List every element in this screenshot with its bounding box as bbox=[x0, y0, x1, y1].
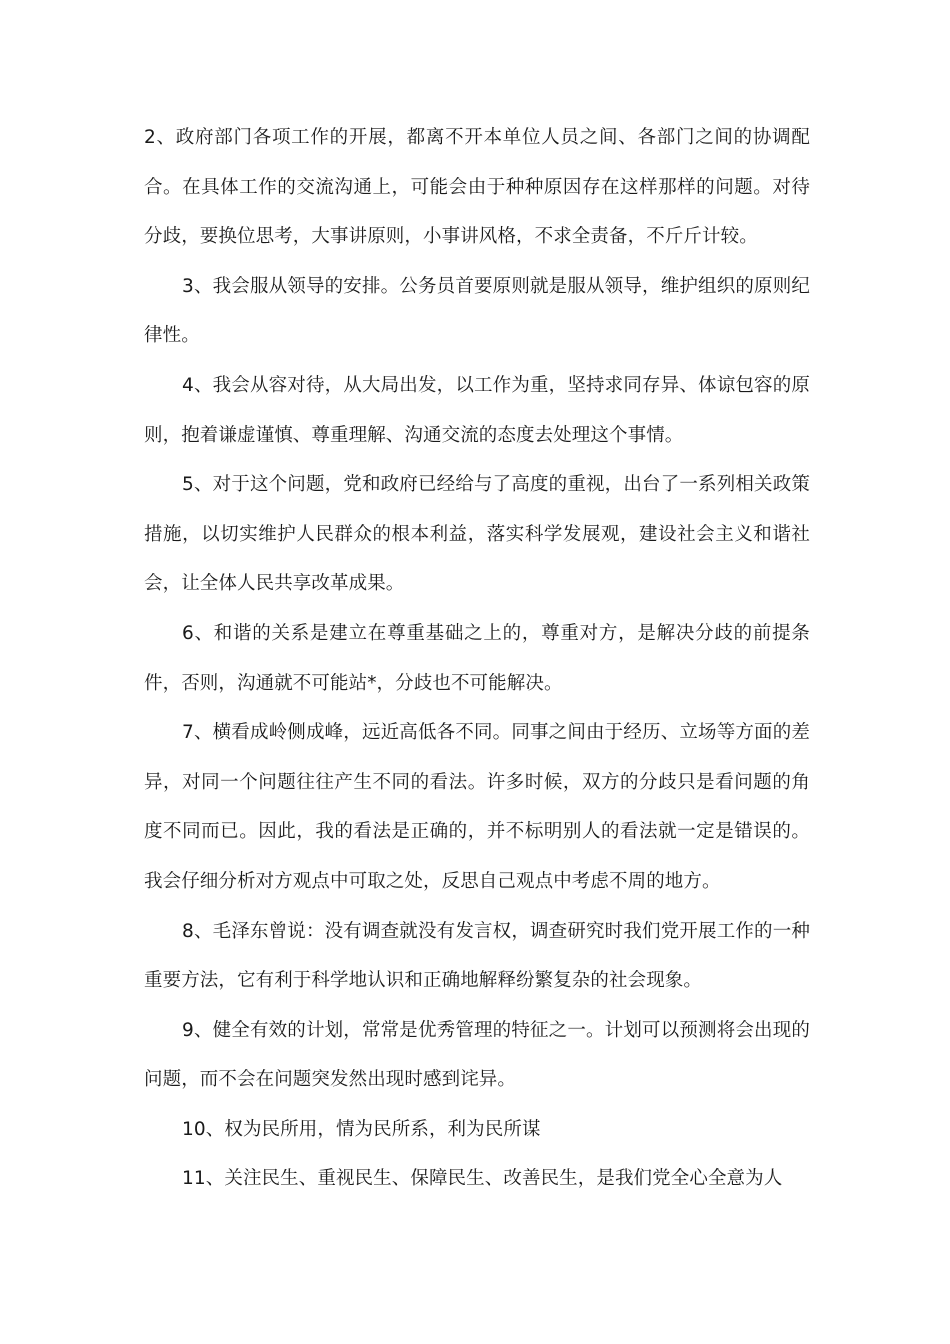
paragraph-2: 2、政府部门各项工作的开展，都离不开本单位人员之间、各部门之间的协调配合。在具体工作的交流沟通上，可能会由于种种原因存在这样那样的问题。对待分歧，要换位思考，大事讲原则，小事讲风格，不求全责备，不斤斤计较。 bbox=[144, 127, 810, 248]
document-body bbox=[144, 113, 810, 1204]
paragraph-3: 3、我会服从领导的安排。公务员首要原则就是服从领导，维护组织的原则纪律性。 bbox=[144, 275, 810, 347]
paragraph-11: 11、关注民生、重视民生、保障民生、改善民生，是我们党全心全意为人 bbox=[182, 1168, 783, 1190]
paragraph-8: 8、毛泽东曾说：没有调查就没有发言权，调查研究时我们党开展工作的一种重要方法，它有利于科学地认识和正确地解释纷繁复杂的社会现象。 bbox=[144, 920, 810, 992]
paragraph-5: 5、对于这个问题，党和政府已经给与了高度的重视，出台了一系列相关政策措施，以切实维护人民群众的根本利益，落实科学发展观，建设社会主义和谐社会，让全体人民共享改革成果。 bbox=[144, 474, 810, 595]
paragraph-7: 7、横看成岭侧成峰，远近高低各不同。同事之间由于经历、立场等方面的差异，对同一个问题往往产生不同的看法。许多时候，双方的分歧只是看问题的角度不同而已。因此，我的看法是正确的，并不标明别人的看法就一定是错误的。我会仔细分析对方观点中可取之处，反思自己观点中考虑不周的地方。 bbox=[144, 722, 810, 892]
paragraph-4: 4、我会从容对待，从大局出发，以工作为重，坚持求同存异、体谅包容的原则，抱着谦虚谨慎、尊重理解、沟通交流的态度去处理这个事情。 bbox=[144, 374, 810, 446]
paragraph-9: 9、健全有效的计划，常常是优秀管理的特征之一。计划可以预测将会出现的问题，而不会在问题突发然出现时感到诧异。 bbox=[144, 1019, 810, 1091]
paragraph-6: 6、和谐的关系是建立在尊重基础之上的，尊重对方，是解决分歧的前提条件，否则，沟通就不可能站*，分歧也不可能解决。 bbox=[144, 622, 810, 694]
paragraph-10: 10、权为民所用，情为民所系，利为民所谋 bbox=[182, 1118, 541, 1140]
